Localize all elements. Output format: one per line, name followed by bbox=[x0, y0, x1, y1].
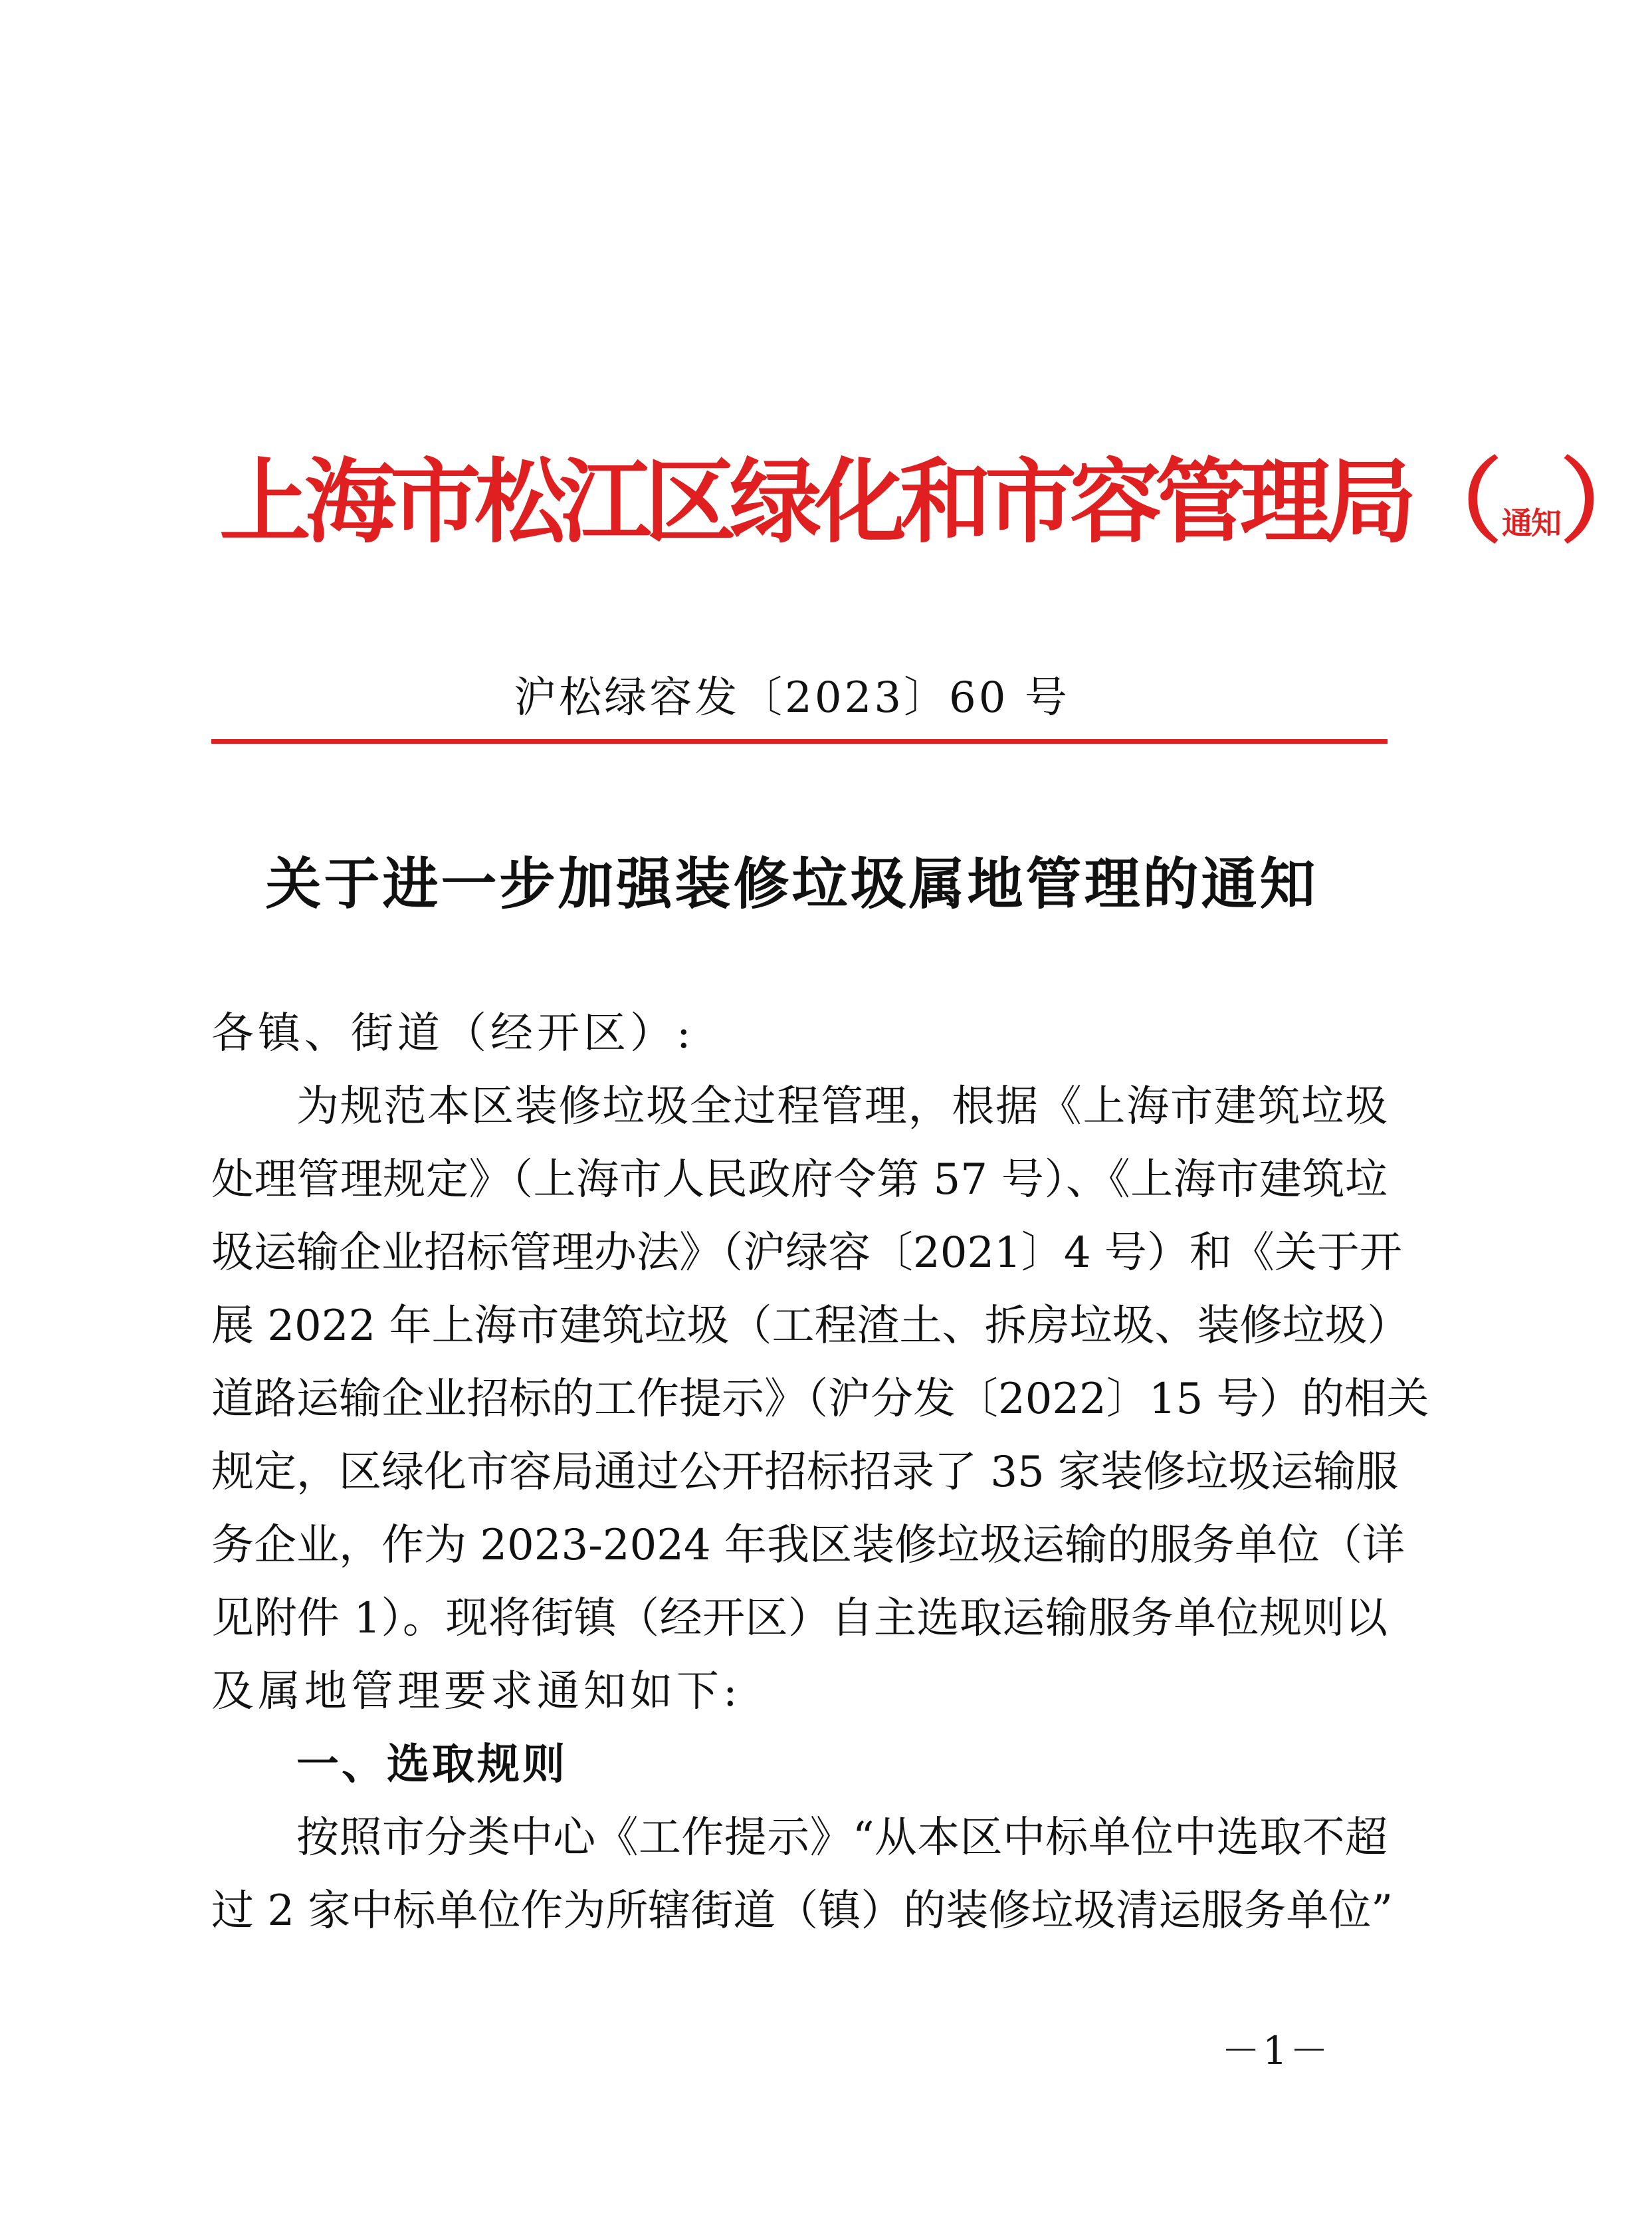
header-open-paren: （ bbox=[1410, 447, 1502, 556]
document-title: 关于进一步加强装修垃圾属地管理的通知 bbox=[265, 851, 1318, 917]
document-type-label: 通知 bbox=[1502, 505, 1561, 541]
issuing-authority-header bbox=[219, 435, 1652, 568]
body-line: 务企业，作为 2023-2024 年我区装修垃圾运输的服务单位（详 bbox=[211, 1521, 1405, 1570]
body-line: 圾运输企业招标管理办法》（沪绿容〔2021〕4 号）和《关于开 bbox=[211, 1228, 1402, 1278]
section-heading: 一、选取规则 bbox=[296, 1740, 568, 1789]
red-divider-line bbox=[211, 739, 1388, 744]
body-line: 展 2022 年上海市建筑垃圾（工程渣土、拆房垃圾、装修垃圾） bbox=[211, 1301, 1410, 1351]
body-line: 为规范本区装修垃圾全过程管理，根据《上海市建筑垃圾 bbox=[296, 1082, 1388, 1131]
body-line: 按照市分类中心《工作提示》“从本区中标单位中选取不超 bbox=[296, 1813, 1388, 1862]
document-number: 沪松绿容发〔2023〕60 号 bbox=[514, 673, 1070, 723]
recipient-line: 各镇、街道（经开区）: bbox=[211, 1009, 695, 1058]
body-line: 及属地管理要求通知如下: bbox=[211, 1667, 742, 1716]
issuing-authority-name: 上海市松江区绿化和市容管理局 bbox=[219, 447, 1411, 556]
body-line: 过 2 家中标单位作为所辖街道（镇）的装修垃圾清运服务单位” bbox=[211, 1886, 1394, 1936]
body-line: 处理管理规定》（上海市人民政府令第 57 号）、《上海市建筑垃 bbox=[211, 1155, 1388, 1204]
header-close-paren: ） bbox=[1560, 447, 1652, 556]
body-line: 见附件 1）。现将街镇（经开区）自主选取运输服务单位规则以 bbox=[211, 1594, 1388, 1643]
body-line: 道路运输企业招标的工作提示》（沪分发〔2022〕15 号）的相关 bbox=[211, 1375, 1429, 1424]
page-number: －1－ bbox=[1221, 2028, 1331, 2073]
body-line: 规定，区绿化市容局通过公开招标招录了 35 家装修垃圾运输服 bbox=[211, 1448, 1399, 1497]
